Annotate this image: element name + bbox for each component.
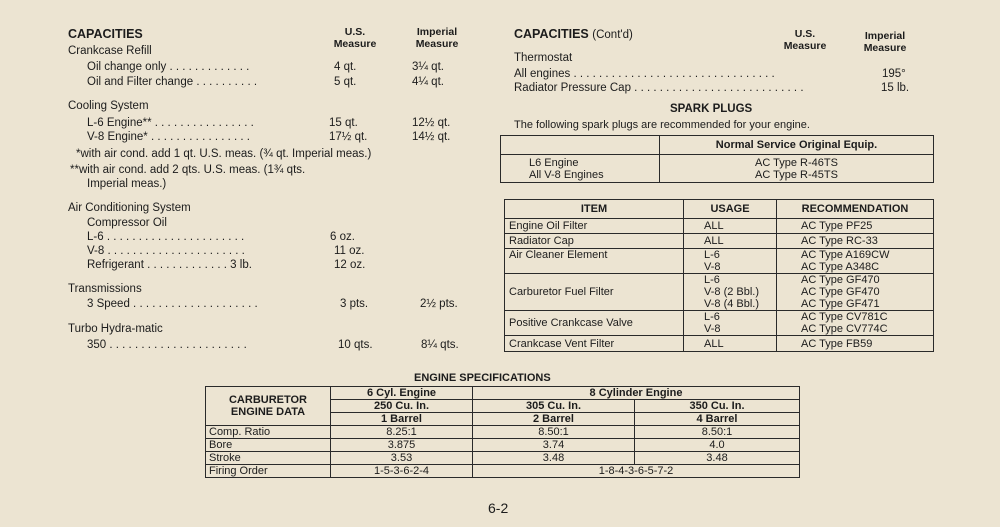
thermostat-label: Thermostat bbox=[514, 52, 573, 64]
six-cyl-header: 6 Cyl. Engine bbox=[331, 387, 473, 400]
turbo-title: Turbo Hydra-matic bbox=[68, 323, 163, 335]
cooling-note-2: **with air cond. add 2 qts. U.S. meas. (1¾ qts. bbox=[70, 164, 306, 176]
l6-engine-label: L-6 Engine** . . . . . . . . . . . . . . . . bbox=[87, 117, 254, 129]
crankcase-title: Crankcase Refill bbox=[68, 45, 152, 57]
us-measure-header: U.S. Measure bbox=[333, 26, 377, 50]
spark-plug-table bbox=[500, 135, 934, 183]
oil-change-us: 4 qt. bbox=[334, 61, 357, 73]
three-speed-imp: 2½ pts. bbox=[420, 298, 458, 310]
turbo-350-label: 350 . . . . . . . . . . . . . . . . . . . . . . bbox=[87, 339, 247, 351]
oil-change-imp: 3¼ qt. bbox=[412, 61, 444, 73]
us-measure-header-right: U.S. Measure bbox=[783, 28, 827, 52]
v8-engine-us: 17½ qt. bbox=[329, 131, 368, 143]
aircond-title: Air Conditioning System bbox=[68, 202, 191, 214]
imperial-measure-header-right: Imperial Measure bbox=[863, 30, 907, 54]
engine-data-corner: CARBURETOR ENGINE DATA bbox=[206, 387, 331, 426]
three-speed-us: 3 pts. bbox=[340, 298, 369, 310]
compressor-oil-label: Compressor Oil bbox=[87, 217, 167, 229]
oil-change-label: Oil change only . . . . . . . . . . . . . bbox=[87, 61, 250, 73]
turbo-350-imp: 8¼ qts. bbox=[421, 339, 459, 351]
radiator-value: 15 lb. bbox=[881, 82, 910, 94]
capacities-contd-heading: CAPACITIES (Cont'd) bbox=[514, 27, 633, 41]
imperial-measure-header: Imperial Measure bbox=[415, 26, 459, 50]
table-row: Carburetor Fuel Filter L-6 V-8 (2 Bbl.) V-8 (4 Bbl.) AC Type GF470 AC Type GF470 AC Type GF471 bbox=[505, 274, 934, 311]
cooling-note-1: *with air cond. add 1 qt. U.S. meas. (¾ qt. Imperial meas.) bbox=[76, 148, 372, 160]
three-speed-label: 3 Speed . . . . . . . . . . . . . . . . . . . . bbox=[87, 298, 258, 310]
cooling-title: Cooling System bbox=[68, 100, 149, 112]
oil-filter-imp: 4¼ qt. bbox=[412, 76, 444, 88]
l6-engine-us: 15 qt. bbox=[329, 117, 358, 129]
ac-l6-value: 6 oz. bbox=[330, 231, 355, 243]
table-row: Engine Oil Filter ALL AC Type PF25 bbox=[505, 219, 934, 234]
usage-header: USAGE bbox=[684, 200, 777, 219]
refrigerant-label: Refrigerant . . . . . . . . . . . . . 3 lb. bbox=[87, 259, 252, 271]
all-engines-value: 195° bbox=[882, 68, 906, 80]
table-row: Comp. Ratio 8.25:1 8.50:1 8.50:1 bbox=[206, 426, 800, 439]
recommendation-header: RECOMMENDATION bbox=[777, 200, 934, 219]
oil-filter-label: Oil and Filter change . . . . . . . . . . bbox=[87, 76, 258, 88]
l6-engine-imp: 12½ qt. bbox=[412, 117, 451, 129]
spark-plugs-title: SPARK PLUGS bbox=[670, 103, 753, 115]
radiator-label: Radiator Pressure Cap . . . . . . . . . . . . . . . . . . . . . . . . . . . bbox=[514, 82, 804, 94]
plug-table-header: Normal Service Original Equip. bbox=[660, 136, 934, 155]
v8-engine-label: V-8 Engine* . . . . . . . . . . . . . . . . bbox=[87, 131, 250, 143]
eight-cyl-header: 8 Cylinder Engine bbox=[473, 387, 800, 400]
table-row: Bore 3.875 3.74 4.0 bbox=[206, 439, 800, 452]
all-engines-label: All engines . . . . . . . . . . . . . . . . . . . . . . . . . . . . . . . . bbox=[514, 68, 775, 80]
refrigerant-imp: 12 oz. bbox=[334, 259, 366, 271]
oil-filter-us: 5 qt. bbox=[334, 76, 357, 88]
v8-engine-imp: 14½ qt. bbox=[412, 131, 451, 143]
item-header: ITEM bbox=[505, 200, 684, 219]
ac-v8-label: V-8 . . . . . . . . . . . . . . . . . . . . . . bbox=[87, 245, 245, 257]
engine-specs-title: ENGINE SPECIFICATIONS bbox=[414, 372, 551, 384]
table-row: Positive Crankcase Valve L-6 V-8 AC Type CV781C AC Type CV774C bbox=[505, 311, 934, 336]
page-number: 6-2 bbox=[488, 500, 509, 516]
table-row: Radiator Cap ALL AC Type RC-33 bbox=[505, 234, 934, 249]
plug-types: AC Type R-46TS AC Type R-45TS bbox=[660, 155, 934, 183]
ac-v8-value: 11 oz. bbox=[334, 245, 365, 257]
capacities-heading: CAPACITIES bbox=[68, 27, 143, 41]
table-row: Air Cleaner Element L-6 V-8 AC Type A169CW AC Type A348C bbox=[505, 249, 934, 274]
table-row: Stroke 3.53 3.48 3.48 bbox=[206, 452, 800, 465]
cooling-note-2-cont: Imperial meas.) bbox=[87, 178, 167, 190]
product-table bbox=[504, 199, 934, 352]
plug-engines: L6 Engine All V-8 Engines bbox=[501, 155, 660, 183]
turbo-350-us: 10 qts. bbox=[338, 339, 373, 351]
ac-l6-label: L-6 . . . . . . . . . . . . . . . . . . . . . . bbox=[87, 231, 245, 243]
engine-specs-table: CARBURETOR ENGINE DATA 6 Cyl. Engine 8 Cylinder Engine 250 Cu. In. 305 Cu. In. 350 Cu. In. 1 Barrel 2 Barrel 4 Barrel Comp. Ratio 8.25:1 8.50:1 8.50:1 Bore 3.875 3.74 4.0 Stroke 3.53 3.48 3.48 Firing Order 1-5-3-6-2-4 1-8-4-3-6-5-7-2 bbox=[205, 386, 800, 478]
table-row: Firing Order 1-5-3-6-2-4 1-8-4-3-6-5-7-2 bbox=[206, 465, 800, 478]
spark-plugs-subtitle: The following spark plugs are recommended for your engine. bbox=[514, 119, 810, 131]
transmissions-title: Transmissions bbox=[68, 283, 142, 295]
table-row: Crankcase Vent Filter ALL AC Type FB59 bbox=[505, 336, 934, 352]
